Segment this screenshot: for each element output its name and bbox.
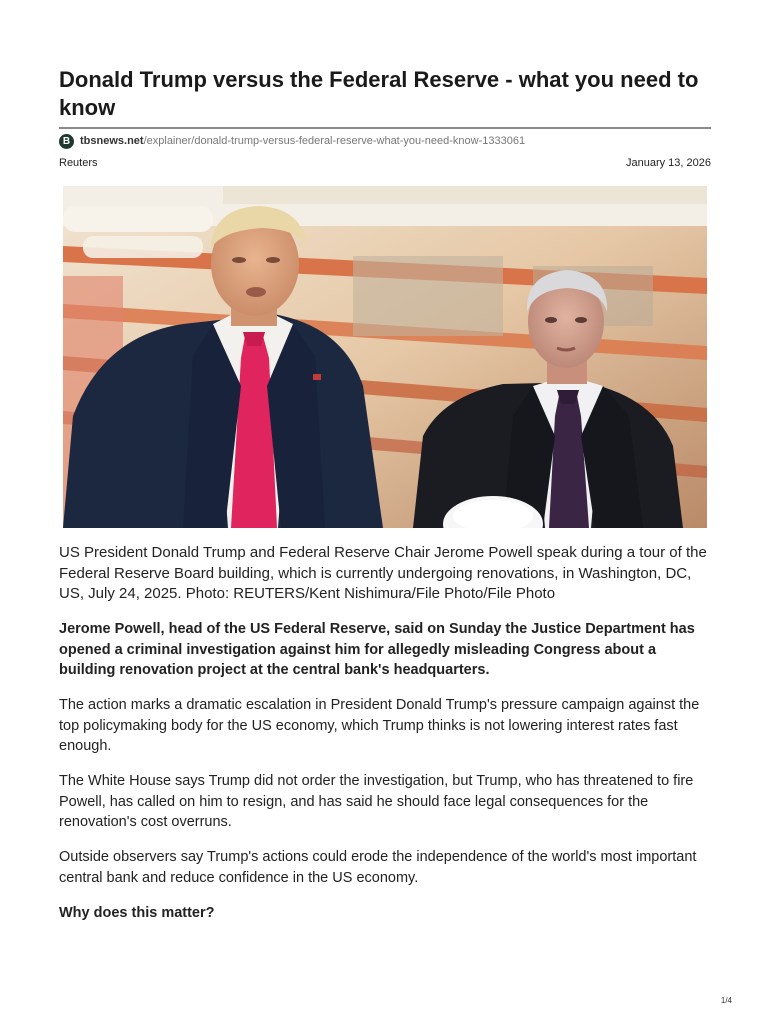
source-line (59, 133, 525, 149)
source-domain[interactable]: tbsnews.net (80, 135, 144, 147)
paragraph-2: The White House says Trump did not order the investigation, but Trump, who has threatened to fire Powell, has called on him to resign, and has said he should face legal consequences for the renovation's cost overruns. (59, 773, 694, 830)
source-url[interactable] (80, 135, 525, 147)
article-title: Donald Trump versus the Federal Reserve - what you need to know (59, 67, 699, 120)
article-lead: Jerome Powell, head of the US Federal Reserve, said on Sunday the Justice Department has opened a criminal investigation against him for allegedly misleading Congress about a building renovation project at the central bank's headquarters. (59, 621, 695, 678)
paragraph-1: The action marks a dramatic escalation in President Donald Trump's pressure campaign against the top policymaking body for the US economy, which Trump thinks is not lowering interest rates fast enough. (59, 697, 700, 754)
site-favicon-icon: B (59, 134, 74, 149)
source-path[interactable]: /explainer/donald-trump-versus-federal-reserve-what-you-need-know-1333061 (143, 135, 526, 147)
title-divider (59, 127, 711, 129)
article-photo (63, 186, 707, 528)
section-subheading: Why does this matter? (59, 905, 215, 921)
page-number: 1/4 (720, 996, 732, 1005)
photo-illustration (63, 186, 707, 528)
photo-caption: US President Donald Trump and Federal Reserve Chair Jerome Powell speak during a tour of the Federal Reserve Board building, which is currently undergoing renovations, in Washington, DC, US, July 24, 2025. Photo: REUTERS/Kent Nishimura/File Photo/File Photo (59, 544, 707, 602)
article-author: Reuters (59, 157, 98, 169)
paragraph-3: Outside observers say Trump's actions could erode the independence of the world's most important central bank and reduce confidence in the US economy. (59, 849, 697, 886)
article-date: January 13, 2026 (625, 157, 711, 169)
